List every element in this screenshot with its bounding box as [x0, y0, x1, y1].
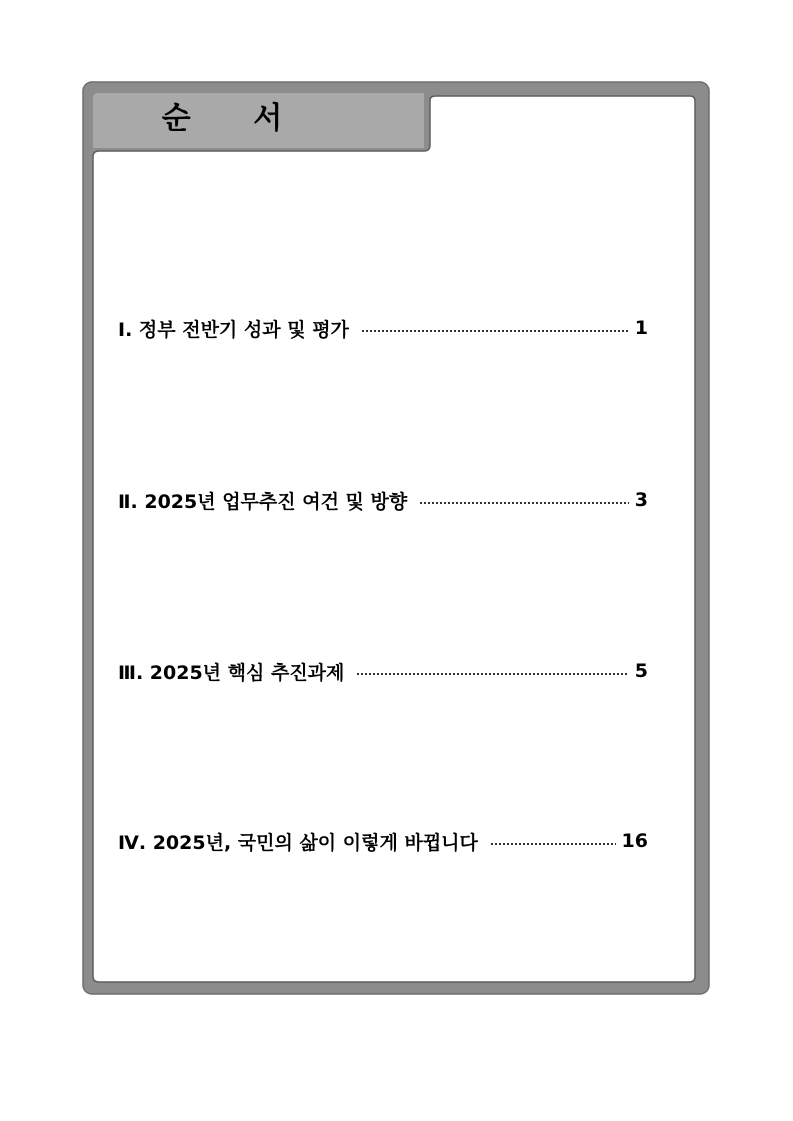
toc-page-number: 16 [621, 830, 648, 852]
toc-page-number: 3 [634, 489, 648, 511]
toc-item-1[interactable] [118, 313, 648, 343]
toc-item-label: Ⅲ. 2025년 핵심 추진과제 [118, 661, 345, 684]
toc-page-number: 1 [634, 317, 648, 339]
toc-page-number: 5 [634, 660, 648, 682]
toc-item-2[interactable] [118, 485, 648, 515]
toc-item-4[interactable] [118, 826, 648, 856]
page-title: 순 서 [161, 101, 309, 136]
dot-leader [361, 330, 629, 332]
dot-leader [356, 673, 628, 675]
toc-item-label: Ⅱ. 2025년 업무추진 여건 및 방향 [118, 490, 408, 513]
dot-leader [490, 843, 616, 845]
toc-item-label: Ⅳ. 2025년, 국민의 삶이 이렇게 바뀝니다 [118, 831, 478, 854]
dot-leader [419, 502, 629, 504]
toc-item-label: Ⅰ. 정부 전반기 성과 및 평가 [118, 318, 349, 341]
toc-item-3[interactable] [118, 656, 648, 686]
